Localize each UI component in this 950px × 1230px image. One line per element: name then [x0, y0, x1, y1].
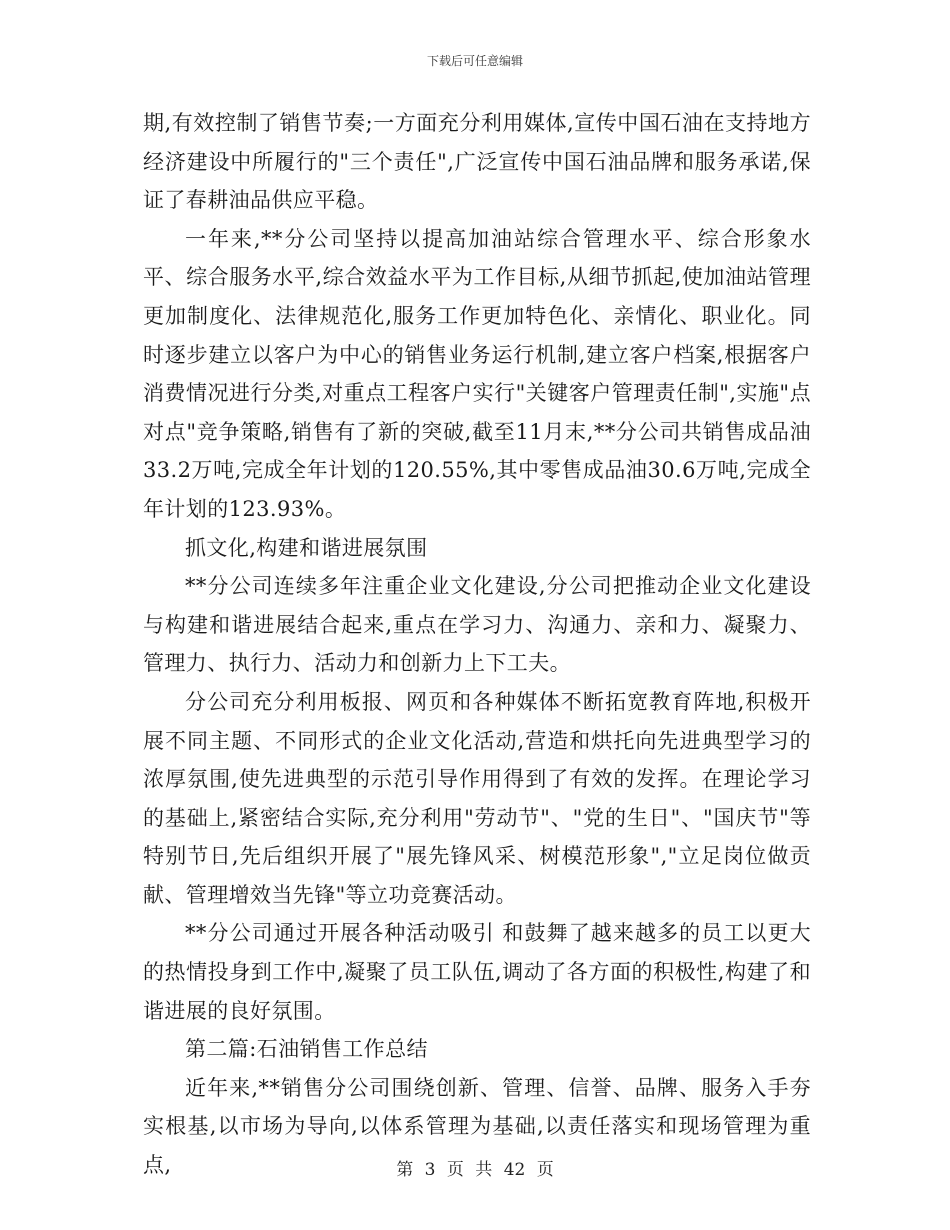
page-header: 下载后可任意编辑 [426, 54, 523, 68]
paragraph: 期,有效控制了销售节奏;一方面充分利用媒体,宣传中国石油在支持地方经济建设中所履行的"三个责任",广泛宣传中国石油品牌和服务承诺,保证了春耕油品供应平稳。 [143, 111, 811, 213]
paragraph: **分公司通过开展各种活动吸引 和鼓舞了越来越多的员工以更大的热情投身到工作中,凝聚了员工队伍,调动了各方面的积极性,构建了和谐进展的良好氛围。 [143, 921, 811, 1023]
document-body [143, 104, 811, 1185]
paragraph: **分公司连续多年注重企业文化建设,分公司把推动企业文化建设与构建和谐进展结合起来,重点在学习力、沟通力、亲和力、凝聚力、管理力、执行力、活动力和创新力上下工夫。 [143, 574, 811, 676]
page-number-footer: 第 3 页 共 42 页 [396, 1160, 554, 1180]
paragraph: 一年来,**分公司坚持以提高加油站综合管理水平、综合形象水平、综合服务水平,综合效益水平为工作目标,从细节抓起,使加油站管理更加制度化、法律规范化,服务工作更加特色化、亲情化、职业化。同时逐步建立以客户为中心的销售业务运行机制,建立客户档案,根据客户消费情况进行分类,对重点工程客户实行"关键客户管理责任制",实施"点对点"竞争策略,销售有了新的突破,截至11月末,**分公司共销售成品油33.2万吨,完成全年计划的120.55%,其中零售成品油30.6万吨,完成全年计划的123.93%。 [143, 226, 811, 521]
chapter-heading: 第二篇:石油销售工作总结 [185, 1037, 428, 1062]
paragraph: 近年来,**销售分公司围绕创新、管理、信誉、品牌、服务入手夯实根基,以市场为导向,以体系管理为基础,以责任落实和现场管理为重点, [143, 1075, 811, 1178]
section-heading: 抓文化,构建和谐进展氛围 [185, 535, 428, 560]
paragraph: 分公司充分利用板报、网页和各种媒体不断拓宽教育阵地,积极开展不同主题、不同形式的企业文化活动,营造和烘托向先进典型学习的浓厚氛围,使先进典型的示范引导作用得到了有效的发挥。在理论学习的基础上,紧密结合实际,充分利用"劳动节"、"党的生日"、"国庆节"等特别节日,先后组织开展了"展先锋风采、树模范形象","立足岗位做贡献、管理增效当先锋"等立功竞赛活动。 [143, 689, 811, 907]
